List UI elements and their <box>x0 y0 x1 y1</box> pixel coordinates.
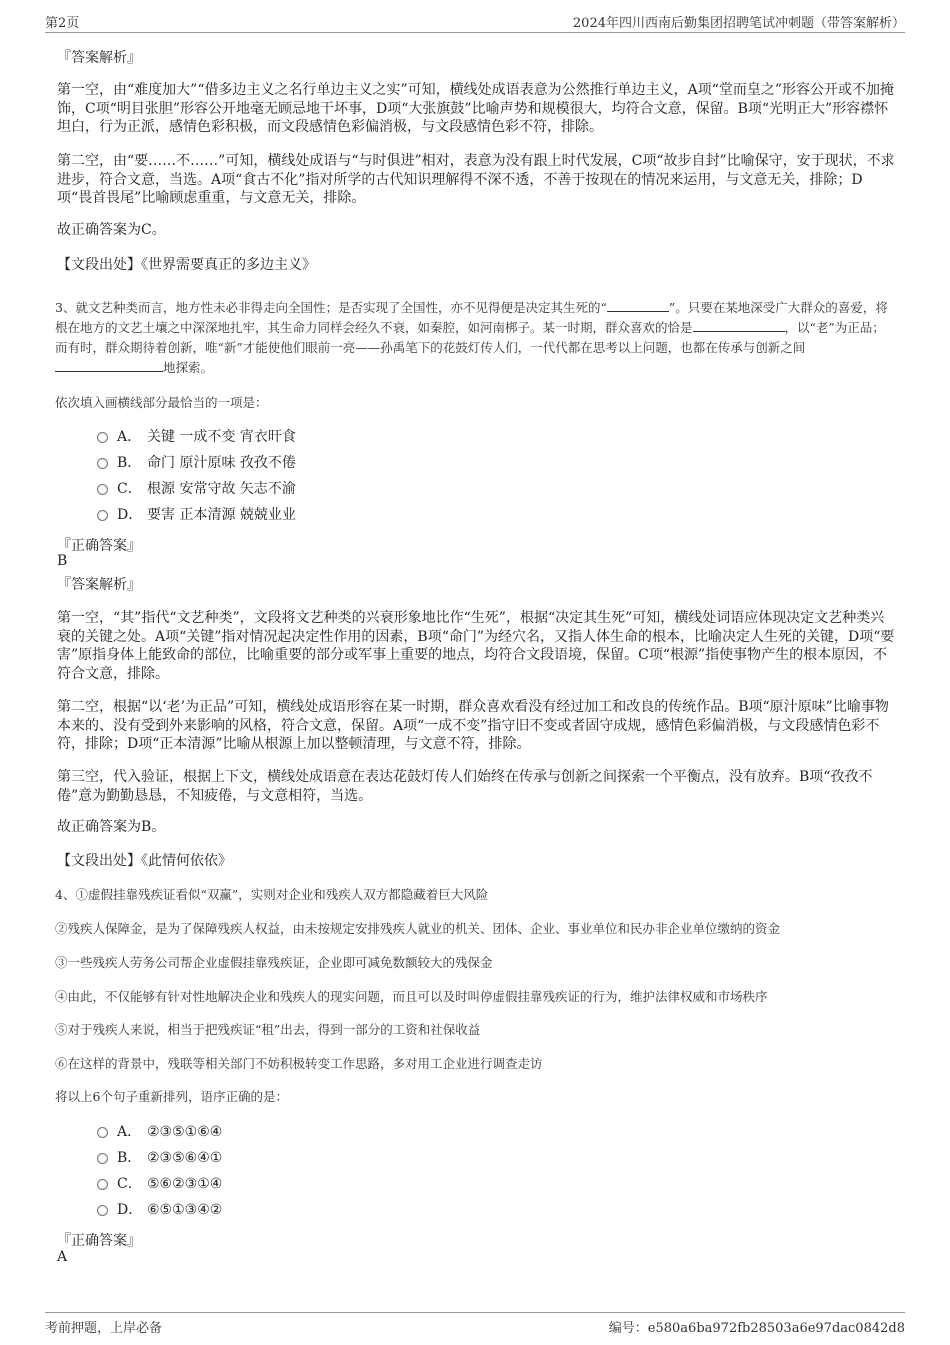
radio-icon[interactable] <box>97 484 108 495</box>
q4-sentence-3: ③一些残疾人劳务公司帮企业虚假挂靠残疾证，企业即可减免数额较大的残保金 <box>55 955 493 970</box>
q4-correct-label: 『正确答案』 <box>57 1233 141 1249</box>
q3-analysis-para-3: 第三空，代入验证，根据上下文，横线处成语意在表达花鼓灯传人们始终在传承与创新之间探索一个平衡点，没有放弃。B项“孜孜不倦”意为勤勤恳恳，不知疲倦，与文意相符，当选。 <box>57 769 873 804</box>
radio-icon[interactable] <box>97 458 108 469</box>
q4-instruction: 将以上6个句子重新排列，语序正确的是： <box>55 1089 288 1104</box>
q4-sentence-4: ④由此，不仅能够有针对性地解决企业和残疾人的现实问题，而且可以及时叫停虚假挂靠残疾证的行为，维护法律权威和市场秩序 <box>55 989 768 1004</box>
q3-option-a[interactable] <box>97 427 296 447</box>
q4-option-b[interactable] <box>97 1148 222 1168</box>
option-label: B． <box>117 1150 142 1166</box>
q3-stem-part-4: 地探索。 <box>163 360 214 375</box>
q4-sentence-6: ⑥在这样的背景中，残联等相关部门不妨积极转变工作思路，多对用工企业进行调查走访 <box>55 1056 543 1071</box>
q2-analysis-para-1: 第一空，由“难度加大”“借多边主义之名行单边主义之实”可知，横线处成语表意为公然推行单边主义，A项“堂而皇之”形容公开或不加掩饰，C项“明目张胆”形容公开地毫无顾忌地干坏事，D项“大张旗鼓”比喻声势和规模很大，均符合文意，保留。B项“光明正大”形容襟怀坦白，行为正派，感情色彩积极，而文段感情色彩偏消极，与文段感情色彩不符，排除。 <box>57 82 895 135</box>
radio-icon[interactable] <box>97 1205 108 1216</box>
q4-sentence-5: ⑤对于残疾人来说，相当于把残疾证“租”出去，得到一部分的工资和社保收益 <box>55 1022 481 1037</box>
option-label: D． <box>117 507 143 523</box>
option-text: 命门 原汁原味 孜孜不倦 <box>147 455 296 471</box>
option-text: 关键 一成不变 宵衣旰食 <box>147 429 296 445</box>
q2-analysis-para-2: 第二空，由“要……不……”可知，横线处成语与“与时俱进”相对，表意为没有跟上时代发展，C项“故步自封”比喻保守，安于现状，不求进步，符合文意，当选。A项“食古不化”指对所学的古代知识理解得不深不透，不善于按现在的情况来运用，与文意无关，排除；D项“畏首畏尾”比喻顾虑重重，与文意无关，排除。 <box>57 153 895 206</box>
q3-blank-2 <box>693 319 785 332</box>
option-label: C． <box>117 1176 142 1192</box>
q2-analysis-label: 『答案解析』 <box>57 50 141 66</box>
q3-analysis-para-1: 第一空，“其”指代“文艺种类”，文段将文艺种类的兴衰形象地比作“生死”，根据“决定其生死”可知，横线处词语应体现决定文艺种类兴衰的关键之处。A项“关键”指对情况起决定性作用的因素，B项“命门”为经穴名，又指人体生命的根本，比喻决定人生死的关键，D项“要害”原指身体上能致命的部位，比喻重要的部分或军事上重要的地点，均符合文段语境，保留。C项“根源”指使事物产生的根本原因，不符合文意，排除。 <box>57 610 895 682</box>
q3-blank-1 <box>607 299 669 312</box>
footer-slogan: 考前押题，上岸必备 <box>45 1321 163 1336</box>
q3-analysis-para-2: 第二空，根据“以‘老’为正品”可知，横线处成语形容在某一时期，群众喜欢看没有经过加工和改良的传统作品。B项“原汁原味”比喻事物本来的、没有受到外来影响的风格，符合文意，保留。A项“一成不变”指守旧不变或者固守成规，感情色彩偏消极，与文段感情色彩不符，排除；D项“正本清源”比喻从根源上加以整顿清理，与文意不符，排除。 <box>57 699 889 752</box>
q4-option-d[interactable] <box>97 1200 222 1220</box>
radio-icon[interactable] <box>97 1153 108 1164</box>
q3-blank-3 <box>55 359 163 372</box>
page-header <box>45 12 905 33</box>
q4-correct-answer: A <box>57 1249 68 1265</box>
q3-conclusion: 故正确答案为B。 <box>57 819 166 835</box>
q3-stem-part-2: ”。只要在某地深受广大群众的喜爱，将根在地方的文艺土壤之中深深地扎牢，其生命力同样会经久不衰，如秦腔，如河南梆子。某一时期，群众喜欢的恰是 <box>55 300 888 335</box>
option-text: ⑥⑤①③④② <box>147 1202 223 1218</box>
radio-icon[interactable] <box>97 1179 108 1190</box>
q4-sentence-1: 4、①虚假挂靠残疾证看似“双赢”，实则对企业和残疾人双方都隐藏着巨大风险 <box>55 887 489 902</box>
q3-stem <box>55 298 895 378</box>
option-label: D． <box>117 1202 143 1218</box>
q3-correct-answer: B <box>57 553 68 569</box>
q3-option-c[interactable] <box>97 479 296 499</box>
radio-icon[interactable] <box>97 1127 108 1138</box>
option-label: A． <box>117 429 142 445</box>
q3-analysis-label: 『答案解析』 <box>57 577 141 593</box>
radio-icon[interactable] <box>97 432 108 443</box>
q4-sentence-2: ②残疾人保障金，是为了保障残疾人权益，由未按规定安排残疾人就业的机关、团体、企业、事业单位和民办非企业单位缴纳的资金 <box>55 921 781 936</box>
q3-stem-part-1: 3、就文艺种类而言，地方性未必非得走向全国性；是否实现了全国性，亦不见得便是决定其生死的“ <box>55 300 607 315</box>
option-label: B． <box>117 455 142 471</box>
q3-stem-part-3: ，以“老”为正品；而有时，群众期待着创新，唯“新”才能使他们眼前一亮——孙禹笔下的花鼓灯传人们，一代代都在思考以上问题，也都在传承与创新之间 <box>55 320 885 355</box>
option-text: ②③⑤①⑥④ <box>147 1124 223 1140</box>
option-text: ⑤⑥②③①④ <box>147 1176 223 1192</box>
option-label: A． <box>117 1124 142 1140</box>
q4-option-a[interactable] <box>97 1122 222 1142</box>
option-text: ②③⑤⑥④① <box>147 1150 223 1166</box>
q3-correct-label: 『正确答案』 <box>57 538 141 554</box>
option-text: 要害 正本清源 兢兢业业 <box>147 507 296 523</box>
q3-option-b[interactable] <box>97 453 296 473</box>
page-footer <box>45 1312 905 1335</box>
document-code: 编号：e580a6ba972fb28503a6e97dac0842d8 <box>608 1321 905 1336</box>
page-number: 第2页 <box>45 16 80 31</box>
radio-icon[interactable] <box>97 510 108 521</box>
q2-source: 【文段出处】《世界需要真正的多边主义》 <box>57 257 316 273</box>
q3-instruction: 依次填入画横线部分最恰当的一项是： <box>55 395 268 410</box>
q2-conclusion: 故正确答案为C。 <box>57 222 166 238</box>
option-label: C． <box>117 481 142 497</box>
q4-option-c[interactable] <box>97 1174 222 1194</box>
q3-option-d[interactable] <box>97 505 296 525</box>
option-text: 根源 安常守故 矢志不渝 <box>147 481 296 497</box>
document-title: 2024年四川西南后勤集团招聘笔试冲刺题（带答案解析） <box>572 16 905 31</box>
q3-source: 【文段出处】《此情何依依》 <box>57 853 232 869</box>
